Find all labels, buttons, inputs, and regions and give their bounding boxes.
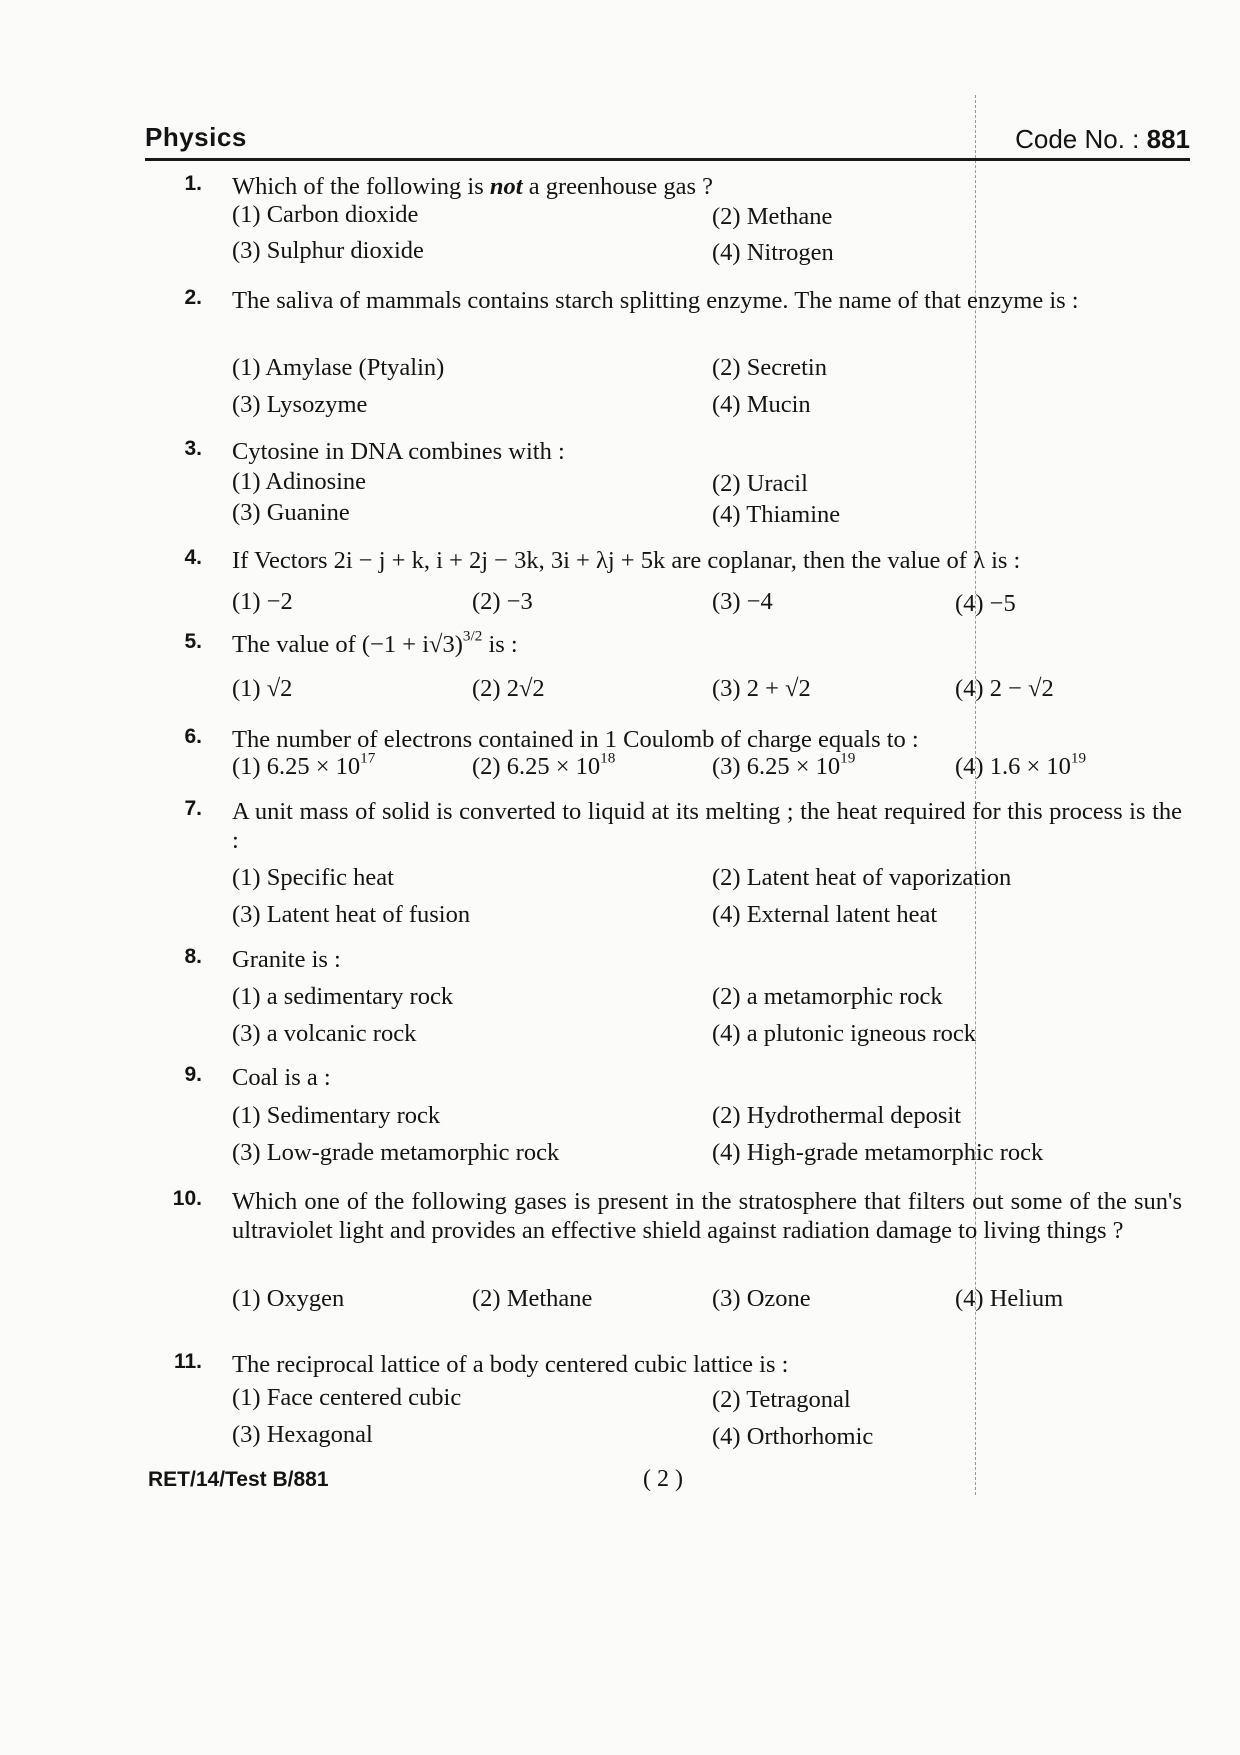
option-3: (3) Hexagonal [232, 1421, 373, 1448]
option-2: (2) Methane [472, 1285, 593, 1312]
option-4: (4) a plutonic igneous rock [712, 1020, 976, 1047]
option-4: (4) −5 [955, 590, 1016, 617]
option-3: (3) $6.25 \times 10^{19}$ [712, 749, 856, 780]
question-number: 4. [184, 546, 202, 569]
question-number: 1. [184, 172, 202, 195]
option-3: (3) Lysozyme [232, 391, 368, 418]
option-3: (3) Ozone [712, 1285, 811, 1312]
option-1: (1) Specific heat [232, 864, 394, 891]
question-text: The value of $(-1 + i√3)^{3/2}$ is : [232, 627, 518, 658]
option-3: (3) −4 [712, 588, 773, 615]
question-number: 6. [184, 725, 202, 748]
option-3: (3) Latent heat of fusion [232, 901, 471, 928]
option-4: (4) Thiamine [712, 501, 841, 528]
option-1: (1) √2 [232, 675, 293, 702]
question-text: The reciprocal lattice of a body centered cubic lattice is : [232, 1351, 789, 1378]
question-text: The saliva of mammals contains starch splitting enzyme. The name of that enzyme is : [232, 287, 1079, 314]
question-text: Cytosine in DNA combines with : [232, 438, 565, 465]
option-2: (2) −3 [472, 588, 533, 615]
page-header [145, 118, 1190, 161]
footer-test-code: RET/14/Test B/881 [148, 1468, 329, 1491]
option-2: (2) Uracil [712, 470, 808, 497]
option-1: (1) Face centered cubic [232, 1384, 462, 1411]
option-4: (4) External latent heat [712, 901, 938, 928]
option-1: (1) a sedimentary rock [232, 983, 454, 1010]
option-4: (4) Mucin [712, 391, 811, 418]
option-3: (3) Sulphur dioxide [232, 237, 424, 264]
option-3: (3) Guanine [232, 499, 350, 526]
option-2: (2) a metamorphic rock [712, 983, 943, 1010]
option-2: (2) Hydrothermal deposit [712, 1102, 962, 1129]
option-1: (1) Amylase (Ptyalin) [232, 354, 445, 381]
option-3: (3) 2 + √2 [712, 675, 811, 702]
question-number: 7. [184, 797, 202, 820]
option-4: (4) Helium [955, 1285, 1064, 1312]
question-text: If Vectors 2i − j + k, i + 2j − 3k, 3i + λj + 5k are coplanar, then the value of λ is : [232, 547, 1021, 574]
question-text: Granite is : [232, 946, 341, 973]
option-1: (1) $6.25 \times 10^{17}$ [232, 749, 376, 780]
question-text: The number of electrons contained in 1 Coulomb of charge equals to : [232, 726, 919, 753]
question-number: 11. [173, 1350, 202, 1373]
question-number: 9. [184, 1063, 202, 1086]
option-2: (2) Methane [712, 203, 833, 230]
question-text: A unit mass of solid is converted to liquid at its melting ; the heat required for this process is the : [232, 798, 1182, 854]
option-2: (2) Secretin [712, 354, 827, 381]
option-4: (4) Nitrogen [712, 239, 834, 266]
option-4: (4) 2 − √2 [955, 675, 1054, 702]
code-number: Code No. : 881 [1015, 124, 1190, 154]
question-text: Which of the following is not a greenhouse gas ? [232, 173, 714, 200]
option-1: (1) Oxygen [232, 1285, 345, 1312]
option-2: (2) Latent heat of vaporization [712, 864, 1012, 891]
question-number: 5. [184, 630, 202, 653]
option-3: (3) a volcanic rock [232, 1020, 417, 1047]
question-text: Which one of the following gases is present in the stratosphere that filters out some of the sun's ultraviolet light and provides an effective shield against radiation damage to living things ? [232, 1188, 1182, 1244]
question-number: 8. [184, 945, 202, 968]
option-2: (2) Tetragonal [712, 1386, 851, 1413]
option-4: (4) $1.6 \times 10^{19}$ [955, 749, 1087, 780]
option-4: (4) Orthorhomic [712, 1423, 874, 1450]
page-number: ( 2 ) [643, 1466, 683, 1492]
option-2: (2) 2√2 [472, 675, 545, 702]
option-2: (2) $6.25 \times 10^{18}$ [472, 749, 616, 780]
question-text: Coal is a : [232, 1064, 331, 1091]
option-3: (3) Low-grade metamorphic rock [232, 1139, 560, 1166]
question-number: 10. [172, 1187, 202, 1210]
option-1: (1) Carbon dioxide [232, 201, 419, 228]
option-1: (1) Sedimentary rock [232, 1102, 441, 1129]
subject-title: Physics [145, 122, 247, 152]
option-1: (1) −2 [232, 588, 293, 615]
question-number: 3. [184, 437, 202, 460]
option-4: (4) High-grade metamorphic rock [712, 1139, 1044, 1166]
question-number: 2. [184, 286, 202, 309]
option-1: (1) Adinosine [232, 468, 367, 495]
